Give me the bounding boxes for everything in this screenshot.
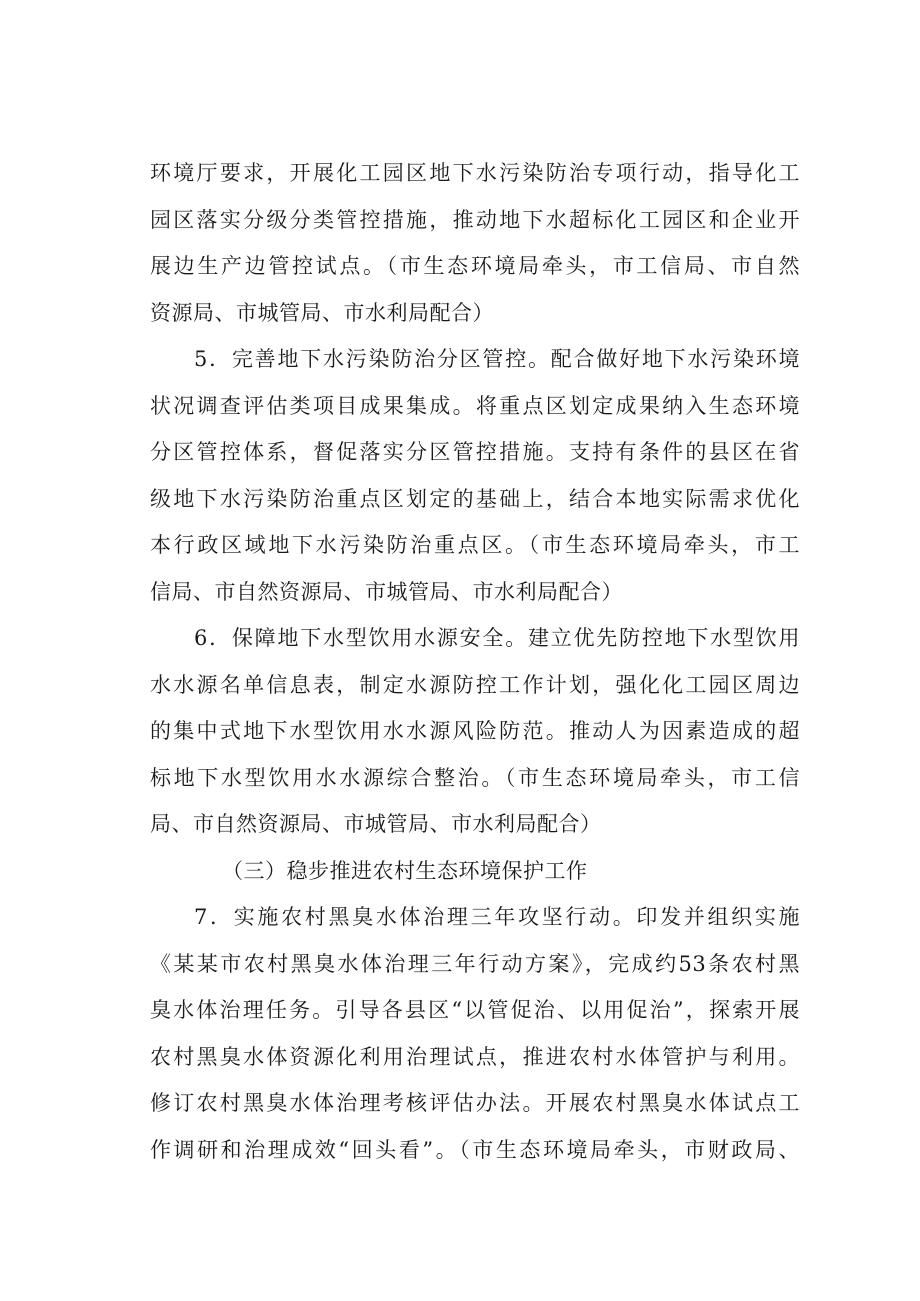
section-heading [150,848,800,895]
text-line: 信局、市自然资源局、市城管局、市水利局配合） [150,579,623,604]
text-line: 本行政区域地下水污染防治重点区。（市生态环境局牵头，市工 [150,533,800,557]
document-page [150,150,800,1173]
text-line: 7．实施农村黑臭水体治理三年攻坚行动。印发并组织实施 [194,905,800,929]
text-line: 水水源名单信息表，制定水源防控工作计划，强化化工园区周边 [150,672,800,697]
text-line: 状况调查评估类项目成果集成。将重点区划定成果纳入生态环境 [150,393,800,418]
text-line: 资源局、市城管局、市水利局配合） [150,300,494,325]
text-line: 《某某市农村黑臭水体治理三年行动方案》，完成约53条农村黑 [150,951,800,976]
text-line: 标地下水型饮用水水源综合整治。（市生态环境局牵头，市工信 [150,765,800,790]
paragraph-item-7 [150,894,800,1173]
text-line: 5．完善地下水污染防治分区管控。配合做好地下水污染环境 [194,347,800,371]
paragraph-continuation [150,150,800,336]
text-line: 展边生产边管控试点。（市生态环境局牵头，市工信局、市自然 [150,254,800,278]
text-line: 6．保障地下水型饮用水源安全。建立优先防控地下水型饮用 [194,626,800,650]
text-line: 局、市自然资源局、市城管局、市水利局配合） [150,812,602,836]
text-line: 作调研和治理成效“回头看”。（市生态环境局牵头，市财政局、 [150,1137,800,1162]
text-line: 分区管控体系，督促落实分区管控措施。支持有条件的县区在省 [150,440,800,464]
text-line: 农村黑臭水体资源化利用治理试点，推进农村水体管护与利用。 [150,1044,800,1069]
text-line: 园区落实分级分类管控措施，推动地下水超标化工园区和企业开 [150,207,800,232]
paragraph-item-5 [150,336,800,615]
text-line: 级地下水污染防治重点区划定的基础上，结合本地实际需求优化 [150,486,800,511]
text-line: 环境厅要求，开展化工园区地下水污染防治专项行动，指导化工 [150,161,800,185]
section-heading-text: （三）稳步推进农村生态环境保护工作 [222,858,588,883]
text-line: 臭水体治理任务。引导各县区“以管促治、以用促治”，探索开展 [150,998,800,1022]
text-line: 的集中式地下水型饮用水水源风险防范。推动人为因素造成的超 [150,719,800,743]
text-line: 修订农村黑臭水体治理考核评估办法。开展农村黑臭水体试点工 [150,1091,800,1115]
paragraph-item-6 [150,615,800,848]
